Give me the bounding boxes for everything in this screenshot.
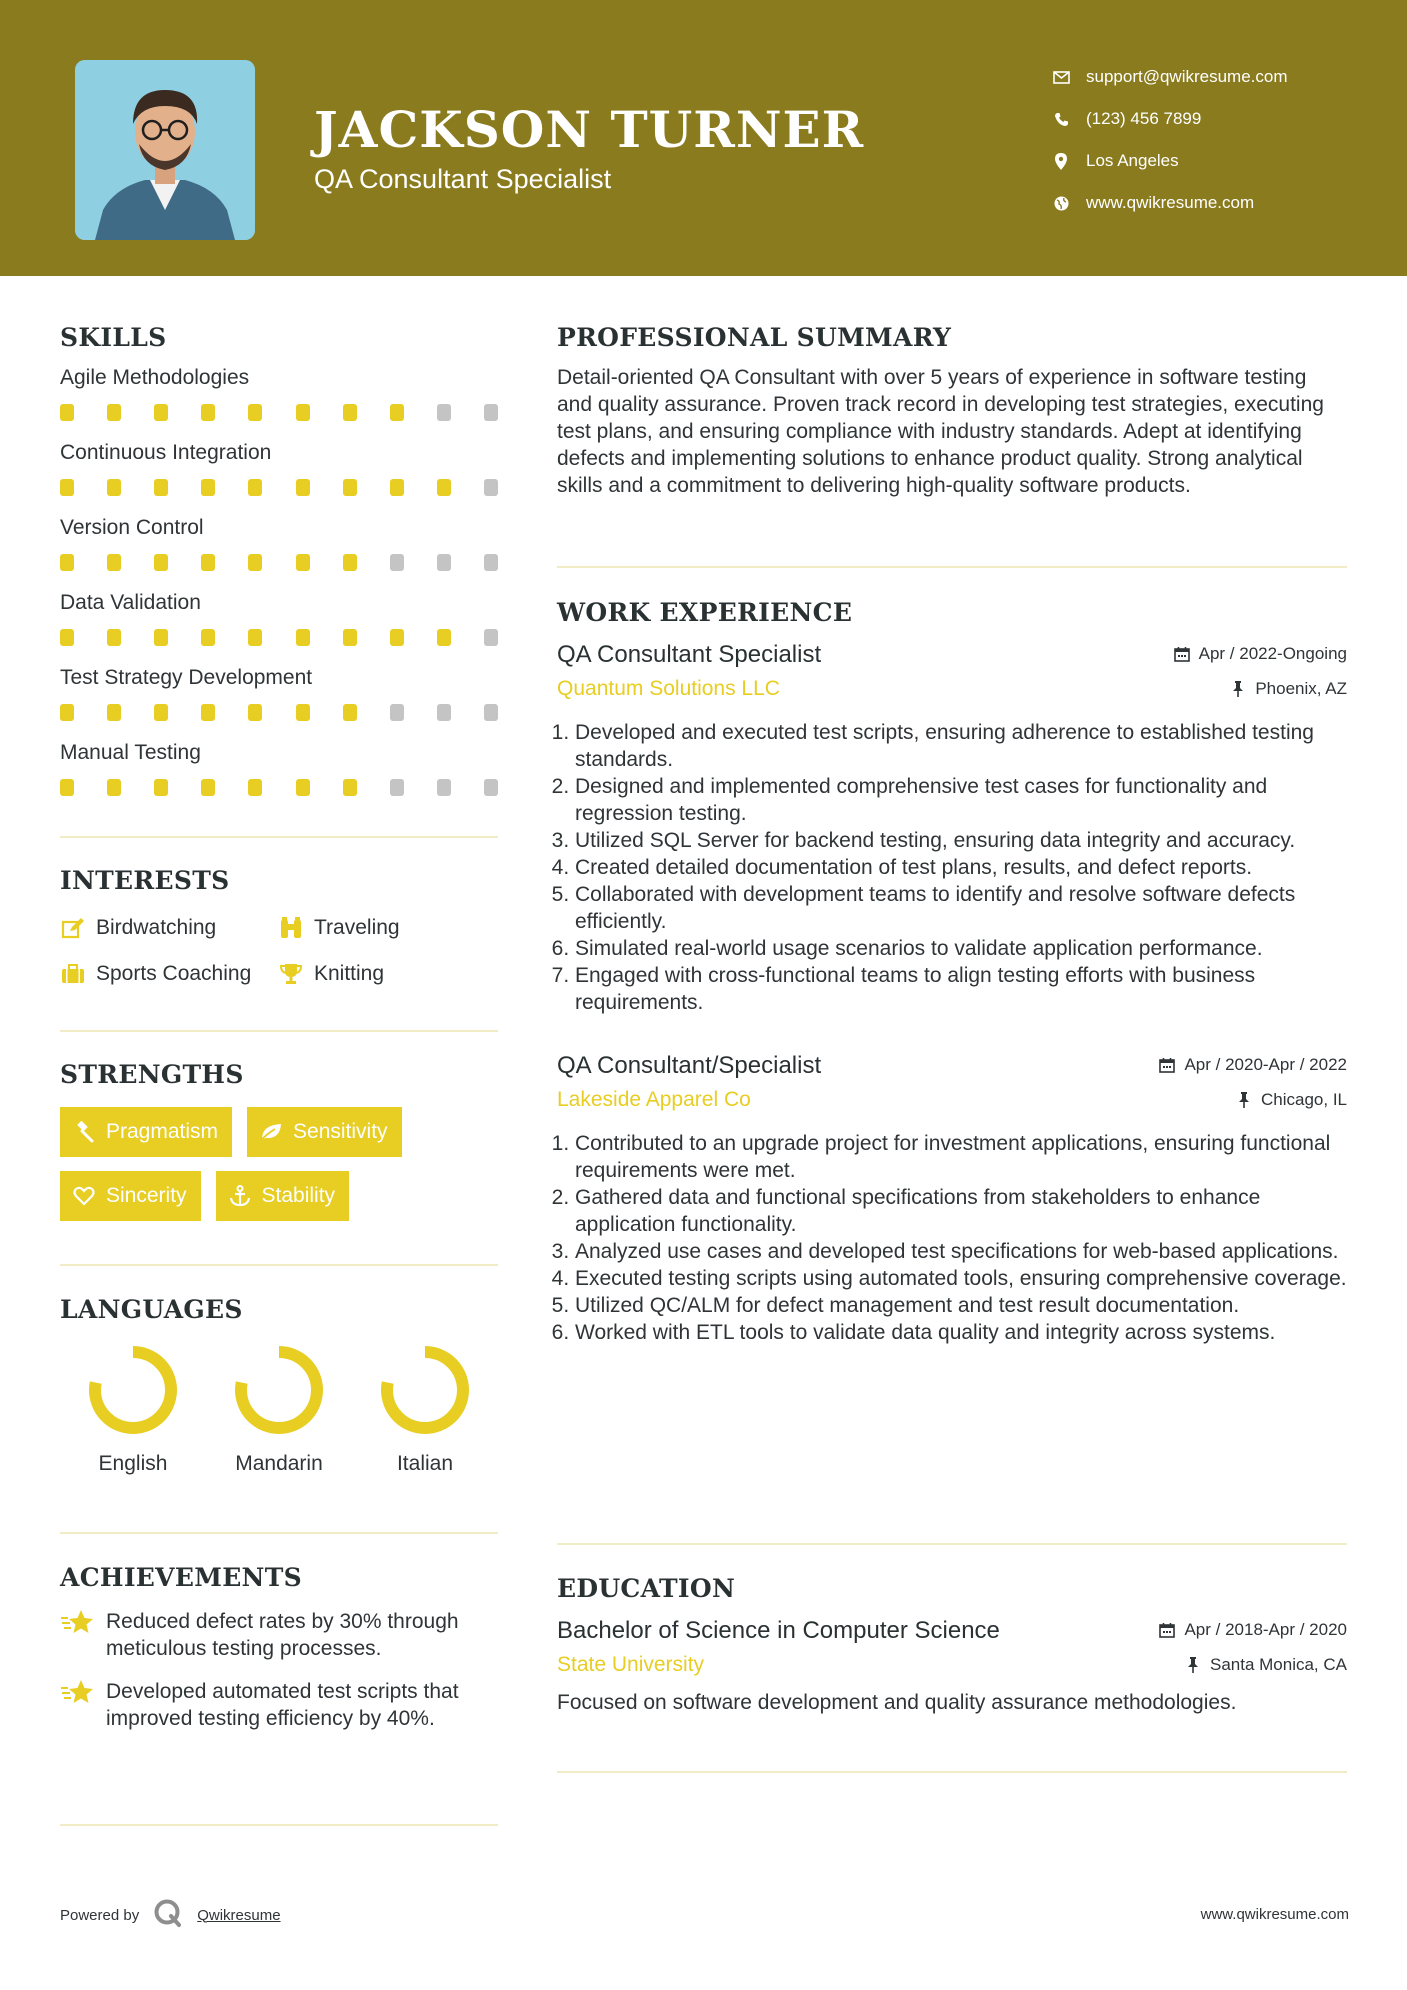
language-label: English bbox=[98, 1452, 168, 1475]
interests-section bbox=[60, 866, 498, 989]
rating-dot bbox=[154, 704, 168, 721]
rating-dot bbox=[390, 404, 404, 421]
rating-dot bbox=[343, 629, 357, 646]
rating-dot bbox=[390, 479, 404, 496]
pushpin-icon bbox=[1235, 1091, 1253, 1109]
rating-dot bbox=[248, 779, 262, 796]
job-bullet: 1. Contributed to an upgrade project for investment applications, ensuring functional requirements were met. bbox=[575, 1130, 1347, 1184]
divider bbox=[557, 566, 1347, 568]
strength-tag bbox=[216, 1171, 350, 1221]
pencil-square-icon bbox=[60, 915, 86, 941]
envelope-icon bbox=[1050, 66, 1072, 88]
divider bbox=[557, 1771, 1347, 1773]
trophy-icon bbox=[278, 961, 304, 987]
job-location bbox=[1235, 1090, 1347, 1110]
rating-dot bbox=[201, 704, 215, 721]
skill-name: Data Validation bbox=[60, 591, 201, 614]
language-label: Italian bbox=[396, 1452, 454, 1475]
rating-dot bbox=[107, 404, 121, 421]
job-dates-text: Apr / 2022-Ongoing bbox=[1198, 644, 1347, 663]
rating-dot bbox=[390, 629, 404, 646]
job-bullet: 4. Executed testing scripts using automated tools, ensuring comprehensive coverage. bbox=[575, 1265, 1347, 1292]
education-dates bbox=[1158, 1620, 1347, 1640]
rating-dot bbox=[107, 704, 121, 721]
skills-list bbox=[60, 366, 498, 796]
rating-dot bbox=[343, 779, 357, 796]
rating-dot bbox=[107, 554, 121, 571]
star-icon bbox=[60, 1678, 96, 1708]
rating-dot bbox=[437, 779, 451, 796]
interest-item bbox=[60, 913, 278, 943]
rating-dot bbox=[296, 629, 310, 646]
rating-dot bbox=[437, 704, 451, 721]
divider bbox=[60, 1532, 498, 1534]
profile-photo bbox=[75, 60, 255, 240]
language-level-ring bbox=[377, 1342, 473, 1438]
job-bullet: 6. Simulated real-world usage scenarios to validate application performance. bbox=[575, 935, 1347, 962]
interest-label: Knitting bbox=[314, 962, 385, 985]
rating-dot bbox=[60, 479, 74, 496]
phone-icon bbox=[1050, 108, 1072, 130]
rating-dot bbox=[154, 779, 168, 796]
heart-icon bbox=[72, 1184, 96, 1208]
languages-title: LANGUAGES bbox=[60, 1295, 243, 1324]
rating-dot bbox=[484, 479, 498, 496]
rating-dot bbox=[154, 479, 168, 496]
languages-list bbox=[60, 1342, 498, 1476]
contact-phone-text: (123) 456 7899 bbox=[1086, 109, 1202, 128]
star-icon bbox=[60, 1608, 96, 1638]
rating-dot bbox=[484, 554, 498, 571]
rating-dot bbox=[296, 779, 310, 796]
job-dates bbox=[1158, 1055, 1347, 1075]
rating-dot bbox=[154, 554, 168, 571]
rating-dot bbox=[248, 479, 262, 496]
globe-icon bbox=[1050, 192, 1072, 214]
education-title: EDUCATION bbox=[557, 1574, 736, 1603]
strength-tag bbox=[60, 1107, 232, 1157]
strength-tag bbox=[247, 1107, 402, 1157]
interest-label: Traveling bbox=[314, 916, 400, 939]
rating-dot bbox=[343, 479, 357, 496]
job-dates-text: Apr / 2020-Apr / 2022 bbox=[1184, 1055, 1347, 1074]
strengths-list bbox=[60, 1107, 498, 1221]
rating-dot bbox=[154, 629, 168, 646]
job-bullet: 2. Gathered data and functional specifications from stakeholders to enhance application functionality. bbox=[575, 1184, 1347, 1238]
strengths-title: STRENGTHS bbox=[60, 1060, 244, 1089]
summary-text: Detail-oriented QA Consultant with over 5 years of experience in software testing and quality assurance. Proven track record in developing test strategies, executing test plans, and ensuring compliance with industry standards. Adept at identifying defects and implementing solutions to enhance product quality. Strong analytical skills and a commitment to delivering high-quality software products. bbox=[557, 366, 1324, 497]
rating-dot bbox=[60, 629, 74, 646]
anchor-icon bbox=[228, 1184, 252, 1208]
education-dates-text: Apr / 2018-Apr / 2020 bbox=[1184, 1620, 1347, 1639]
rating-dot bbox=[60, 779, 74, 796]
job-bullets bbox=[557, 719, 1347, 1016]
interest-item bbox=[278, 959, 498, 989]
rating-dot bbox=[248, 704, 262, 721]
strength-label: Pragmatism bbox=[106, 1120, 219, 1143]
job-bullet: 7. Engaged with cross-functional teams to align testing efforts with business requirements. bbox=[575, 962, 1347, 1016]
contact-phone[interactable] bbox=[1050, 98, 1288, 140]
language-item bbox=[206, 1342, 352, 1476]
divider bbox=[60, 1030, 498, 1032]
candidate-role: QA Consultant Specialist bbox=[314, 164, 612, 194]
rating-dot bbox=[390, 554, 404, 571]
language-label: Mandarin bbox=[235, 1452, 323, 1475]
company-name: Lakeside Apparel Co bbox=[557, 1088, 751, 1111]
skill-name: Test Strategy Development bbox=[60, 666, 313, 689]
job-bullet: 5. Collaborated with development teams to identify and resolve software defects efficiently. bbox=[575, 881, 1347, 935]
divider bbox=[60, 1824, 498, 1826]
achievements-title: ACHIEVEMENTS bbox=[60, 1563, 302, 1592]
rating-dot bbox=[484, 704, 498, 721]
company-name: Quantum Solutions LLC bbox=[557, 677, 780, 700]
rating-dot bbox=[296, 704, 310, 721]
rating-dot bbox=[248, 554, 262, 571]
education-description: Focused on software development and quality assurance methodologies. bbox=[557, 1691, 1237, 1714]
skills-title: SKILLS bbox=[60, 323, 167, 352]
language-level-arc bbox=[387, 1352, 463, 1428]
job-title: QA Consultant/Specialist bbox=[557, 1052, 822, 1079]
summary-section bbox=[557, 323, 1347, 499]
job-bullet: 5. Utilized QC/ALM for defect management and test result documentation. bbox=[575, 1292, 1347, 1319]
leaf-icon bbox=[259, 1120, 283, 1144]
qwikresume-link[interactable]: Qwikresume bbox=[197, 1906, 281, 1924]
rating-dot bbox=[201, 554, 215, 571]
education-location-text: Santa Monica, CA bbox=[1209, 1655, 1347, 1674]
skill-rating bbox=[60, 404, 498, 421]
calendar-icon bbox=[1173, 645, 1191, 663]
language-level-ring bbox=[231, 1342, 327, 1438]
strength-label: Stability bbox=[261, 1184, 336, 1207]
experience-title: WORK EXPERIENCE bbox=[557, 598, 853, 627]
rating-dot bbox=[107, 479, 121, 496]
rating-dot bbox=[201, 404, 215, 421]
rating-dot bbox=[390, 704, 404, 721]
interest-item bbox=[278, 913, 498, 943]
map-pin-icon bbox=[1050, 150, 1072, 172]
strength-label: Sensitivity bbox=[293, 1120, 388, 1143]
powered-by-label: Powered by bbox=[60, 1906, 140, 1924]
achievement-item bbox=[60, 1608, 498, 1662]
pushpin-icon bbox=[1184, 1656, 1202, 1674]
contact-email-text: support@qwikresume.com bbox=[1086, 67, 1288, 86]
skill-rating bbox=[60, 479, 498, 496]
job-bullet: 3. Analyzed use cases and developed test specifications for web-based applications. bbox=[575, 1238, 1347, 1265]
skill-name: Agile Methodologies bbox=[60, 366, 250, 389]
interest-label: Birdwatching bbox=[96, 916, 217, 939]
rating-dot bbox=[201, 629, 215, 646]
language-item bbox=[352, 1342, 498, 1476]
education-location bbox=[1184, 1655, 1347, 1675]
candidate-name: JACKSON TURNER bbox=[314, 100, 865, 159]
languages-section bbox=[60, 1295, 498, 1476]
footer-website[interactable]: www.qwikresume.com bbox=[1200, 1906, 1349, 1923]
interest-item bbox=[60, 959, 278, 989]
rating-dot bbox=[60, 704, 74, 721]
achievement-text: Developed automated test scripts that improved testing efficiency by 40%. bbox=[106, 1680, 459, 1730]
skill-name: Continuous Integration bbox=[60, 441, 272, 464]
skill-rating bbox=[60, 629, 498, 646]
interest-label: Sports Coaching bbox=[96, 962, 252, 985]
language-item bbox=[60, 1342, 206, 1476]
briefcase-icon bbox=[60, 961, 86, 987]
rating-dot bbox=[296, 404, 310, 421]
rating-dot bbox=[484, 629, 498, 646]
qwikresume-logo-icon bbox=[153, 1898, 183, 1932]
rating-dot bbox=[107, 629, 121, 646]
rating-dot bbox=[296, 479, 310, 496]
rating-dot bbox=[390, 779, 404, 796]
rating-dot bbox=[248, 404, 262, 421]
header-banner bbox=[0, 0, 1407, 276]
avatar bbox=[75, 60, 255, 240]
rating-dot bbox=[296, 554, 310, 571]
school-name: State University bbox=[557, 1653, 705, 1676]
achievement-text: Reduced defect rates by 30% through meticulous testing processes. bbox=[106, 1610, 459, 1660]
rating-dot bbox=[343, 554, 357, 571]
language-level-arc bbox=[241, 1352, 317, 1428]
language-level-ring bbox=[85, 1342, 181, 1438]
rating-dot bbox=[437, 629, 451, 646]
skills-section bbox=[60, 323, 498, 816]
strength-tag bbox=[60, 1171, 201, 1221]
divider bbox=[60, 836, 498, 838]
job-bullet: 3. Utilized SQL Server for backend testing, ensuring data integrity and accuracy. bbox=[575, 827, 1347, 854]
degree-title: Bachelor of Science in Computer Science bbox=[557, 1617, 1000, 1644]
experience-section bbox=[557, 598, 1347, 1346]
calendar-icon bbox=[1158, 1621, 1176, 1639]
rating-dot bbox=[60, 554, 74, 571]
job-bullets bbox=[557, 1130, 1347, 1346]
contact-list bbox=[1050, 56, 1288, 224]
job-entry bbox=[557, 641, 1347, 1016]
job-bullet: 2. Designed and implemented comprehensive test cases for functionality and regression testing. bbox=[575, 773, 1347, 827]
achievement-item bbox=[60, 1678, 498, 1732]
skill-rating bbox=[60, 704, 498, 721]
rating-dot bbox=[201, 479, 215, 496]
skill-name: Manual Testing bbox=[60, 741, 201, 764]
rating-dot bbox=[248, 629, 262, 646]
skill-rating bbox=[60, 554, 498, 571]
job-location bbox=[1229, 679, 1347, 699]
language-level-arc bbox=[95, 1352, 171, 1428]
strength-label: Sincerity bbox=[106, 1184, 187, 1207]
skill-name: Version Control bbox=[60, 516, 204, 539]
gavel-icon bbox=[72, 1120, 96, 1144]
binoculars-icon bbox=[278, 915, 304, 941]
rating-dot bbox=[201, 779, 215, 796]
contact-location-text: Los Angeles bbox=[1086, 151, 1179, 170]
education-entry bbox=[557, 1617, 1347, 1716]
contact-website[interactable] bbox=[1050, 182, 1288, 224]
rating-dot bbox=[437, 554, 451, 571]
contact-website-text: www.qwikresume.com bbox=[1086, 193, 1255, 212]
rating-dot bbox=[437, 479, 451, 496]
strengths-section bbox=[60, 1060, 498, 1221]
job-title: QA Consultant Specialist bbox=[557, 641, 822, 668]
interests-title: INTERESTS bbox=[60, 866, 230, 895]
job-location-text: Chicago, IL bbox=[1261, 1090, 1347, 1109]
calendar-icon bbox=[1158, 1056, 1176, 1074]
job-bullet: 1. Developed and executed test scripts, ensuring adherence to established testing standards. bbox=[575, 719, 1347, 773]
skill-rating bbox=[60, 779, 498, 796]
divider bbox=[557, 1543, 1347, 1545]
summary-title: PROFESSIONAL SUMMARY bbox=[557, 323, 952, 352]
contact-location bbox=[1050, 140, 1288, 182]
footer-powered-by bbox=[60, 1898, 281, 1932]
rating-dot bbox=[484, 404, 498, 421]
job-bullet: 4. Created detailed documentation of test plans, results, and defect reports. bbox=[575, 854, 1347, 881]
pushpin-icon bbox=[1229, 680, 1247, 698]
achievements-section bbox=[60, 1563, 498, 1732]
job-bullet: 6. Worked with ETL tools to validate data quality and integrity across systems. bbox=[575, 1319, 1347, 1346]
rating-dot bbox=[343, 404, 357, 421]
job-entry bbox=[557, 1052, 1347, 1346]
job-location-text: Phoenix, AZ bbox=[1255, 679, 1347, 698]
rating-dot bbox=[343, 704, 357, 721]
interests-list bbox=[60, 913, 498, 989]
education-section bbox=[557, 1574, 1347, 1716]
contact-email[interactable] bbox=[1050, 56, 1288, 98]
divider bbox=[60, 1264, 498, 1266]
rating-dot bbox=[154, 404, 168, 421]
job-dates bbox=[1173, 644, 1347, 664]
rating-dot bbox=[60, 404, 74, 421]
rating-dot bbox=[107, 779, 121, 796]
rating-dot bbox=[484, 779, 498, 796]
rating-dot bbox=[437, 404, 451, 421]
